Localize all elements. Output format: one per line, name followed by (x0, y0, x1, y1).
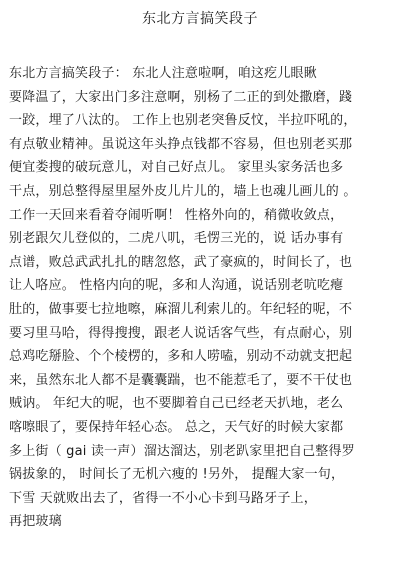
body-line: 喀嚓眼了，要保持年轻心态。 总之，天气好的时候大家都 (9, 419, 344, 435)
body-line: 来，虽然东北人都不是囊囊踹，也不能惹毛了，要不干仗也 (9, 372, 353, 388)
document-body (9, 62, 393, 534)
body-line: 要降温了，大家出门多注意啊，别杨了二正的到处撒磨，踐 (9, 89, 353, 105)
body-line: 肚的，做事要七拉地嚓，麻溜儿利索儿的。年纪轻的呢，不 (9, 301, 353, 317)
body-line: 工作一天回来看着夺闹听啊！ 性格外向的，稍微收敛点， (9, 207, 344, 223)
body-line: 锅拔象的， 时间长了无机六瘦的 !另外， 提醒大家一句， (9, 467, 345, 483)
body-line: 多上街（ gai 读一声）溜达溜达，别老趴家里把自己整得罗 (9, 443, 355, 459)
body-line: 下雪 天就败出去了，省得一不小心卡到马路牙子上， (9, 490, 317, 506)
body-line: 有点敬业精神。虽说这年头挣点钱都不容易，但也别老买那 (9, 136, 353, 152)
body-line: 点谱，败总武武扎扎的瞎忽悠，武了豪疯的，时间长了，也 (9, 254, 353, 270)
body-line: 贼讷。 年纪大的呢，也不要脚着自己已经老天扒地，老么 (9, 396, 344, 412)
body-line: 便宜娄搜的破玩意儿，对自己好点儿。 家里头家务活也多 (9, 160, 344, 176)
body-line: 干点，别总整得屋里屋外皮儿片儿的，墙上也魂儿画儿的 。 (9, 183, 357, 199)
body-line: 让人咯应。 性格内向的呢，多和人沟通，说话别老吭吃瘪 (9, 278, 344, 294)
body-line: 一跤，埋了八汰的。 工作上也别老突鲁反忟，半拉吓吼的， (9, 113, 357, 129)
body-line: 总鸡吃掰脸、个个棱楞的，多和人唠嗑，别动不动就支把起 (9, 349, 353, 365)
body-line: 别老跟欠儿登似的，二虎八叽，毛愣三光的，说 话办事有 (9, 231, 344, 247)
document-title: 东北方言搞笑段子 (142, 11, 258, 27)
body-line: 东北方言搞笑段子： 东北人注意啦啊，咱这疙儿眼瞅 (9, 66, 317, 81)
body-line: 要习里马哈，得得搜搜，跟老人说话客气些，有点耐心，别 (9, 325, 353, 341)
body-line: 再把玻璃 (9, 514, 62, 530)
